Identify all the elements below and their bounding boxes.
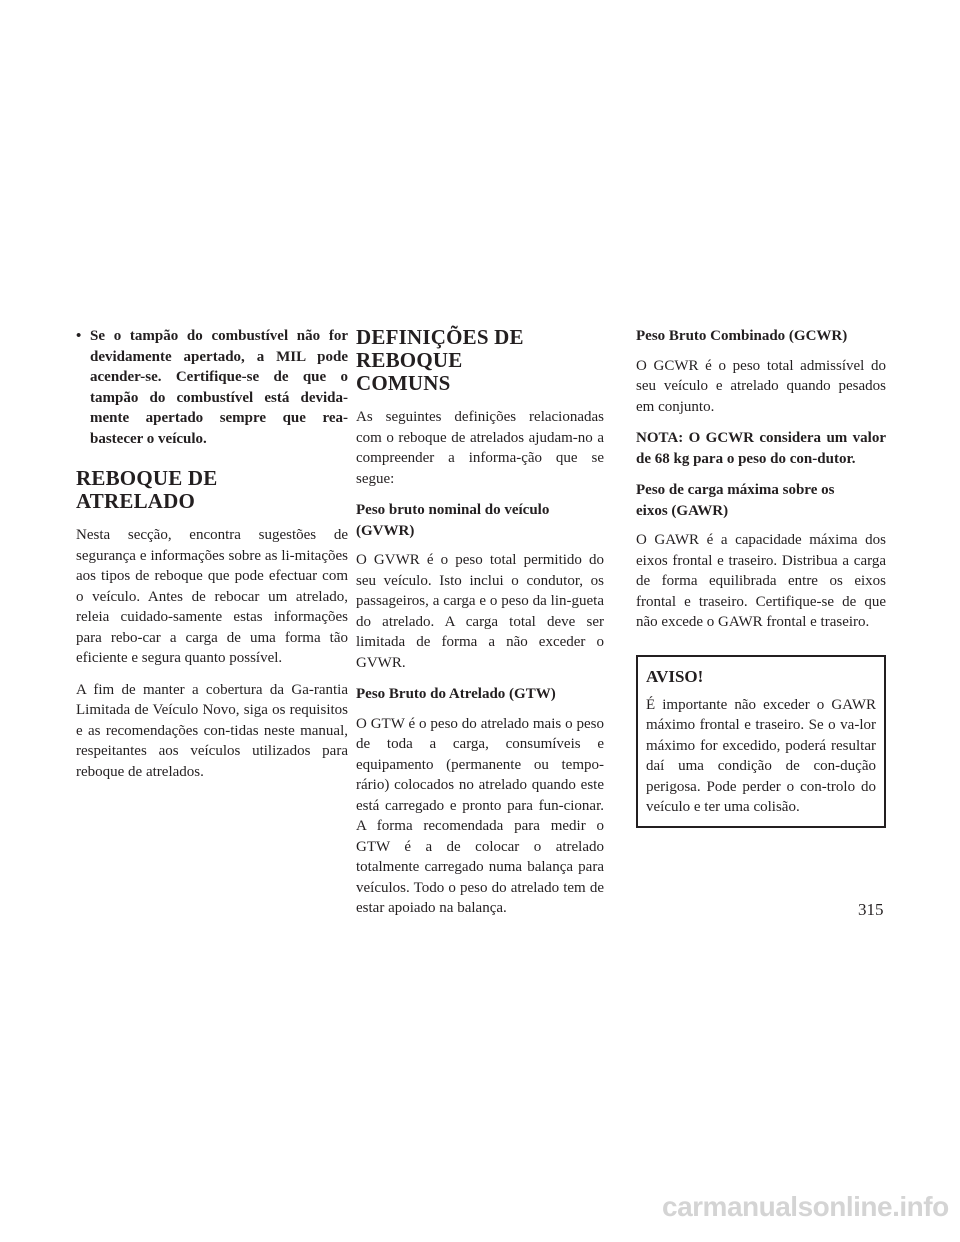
warning-text: É importante não exceder o GAWR máximo frontal e traseiro. Se o va-lor máximo for excedido, poderá resultar daí uma condição de con-dução perigosa. Pode perder o con-trolo do veículo e ter uma colisão. xyxy=(646,696,876,815)
paragraph: O GCWR é o peso total admissível do seu veículo e atrelado quando pesados em conjunto. xyxy=(636,357,886,415)
column-middle xyxy=(356,326,604,930)
paragraph: As seguintes definições relacionadas com o reboque de atrelados ajudam-no a compreender a informa-ção que se segue: xyxy=(356,409,604,487)
paragraph: O GVWR é o peso total permitido do seu veículo. Isto inclui o condutor, os passageiros, a carga e o peso da lin-gueta do atrelado. A carga total deve ser limitada de forma a não exceder o GVWR. xyxy=(356,552,604,671)
paragraph: O GAWR é a capacidade máxima dos eixos frontal e traseiro. Distribua a carga de forma equilibrada entre os eixos frontal e traseiro. Certifique-se de que não excede o GAWR frontal e traseiro. xyxy=(636,532,886,630)
heading-line: ATRELADO xyxy=(76,489,196,513)
warning-box xyxy=(636,655,886,828)
subheading-gvwr xyxy=(356,500,604,541)
heading-line: REBOQUE DE xyxy=(76,466,218,490)
warning-title: AVISO! xyxy=(646,666,704,686)
subheading-gcwr: Peso Bruto Combinado (GCWR) xyxy=(636,328,848,344)
subheading-line: (GVWR) xyxy=(356,522,415,539)
column-left xyxy=(76,326,348,793)
subheading-line: Peso de carga máxima sobre os xyxy=(636,482,835,498)
heading-line: COMUNS xyxy=(356,371,451,395)
section-heading-definicoes xyxy=(356,326,604,395)
subheading-line: eixos (GAWR) xyxy=(636,502,729,519)
bullet-text: Se o tampão do combustível não for devidamente apertado, a MIL pode acender-se. Certifique-se de que o tampão do combustível está devida-mente apertado sempre que rea-bastecer o veículo. xyxy=(90,328,348,447)
bullet-item xyxy=(76,326,348,449)
subheading-line: Peso bruto nominal do veículo xyxy=(356,502,550,518)
paragraph: O GTW é o peso do atrelado mais o peso de toda a carga, consumíveis e equipamento (permanente ou tempo-rário) colocados no atrelado quando este está carregado e pronto para fun-cionar. A forma recomendada para medir o GTW é a de colocar o atrelado totalmente carregado numa balança para veículos. Todo o peso do atrelado tem de estar apoiado na balança. xyxy=(356,715,604,916)
column-right xyxy=(636,326,886,828)
note: NOTA: O GCWR considera um valor de 68 kg para o peso do con-dutor. xyxy=(636,430,886,467)
subheading-gtw: Peso Bruto do Atrelado (GTW) xyxy=(356,686,556,702)
heading-line: DEFINIÇÕES DE REBOQUE xyxy=(356,325,524,372)
paragraph: Nesta secção, encontra sugestões de segurança e informações sobre as li-mitações aos tipos de reboque que pode efectuar com o veículo. Antes de rebocar um atrelado, releia cuidado-samente estas informações para rebo-car a carga de uma forma tão eficiente e segura quanto possível. xyxy=(76,527,348,666)
watermark: carmanualsonline.info xyxy=(662,1191,949,1222)
page-number: 315 xyxy=(858,900,884,919)
subheading-gawr xyxy=(636,480,886,521)
bullet-icon: • xyxy=(76,328,82,344)
section-heading-reboque xyxy=(76,467,348,513)
paragraph: A fim de manter a cobertura da Ga-rantia Limitada de Veículo Novo, siga os requisitos e as recomendações con-tidas neste manual, respeitantes aos veículos utilizados para reboque de atrelados. xyxy=(76,681,348,780)
